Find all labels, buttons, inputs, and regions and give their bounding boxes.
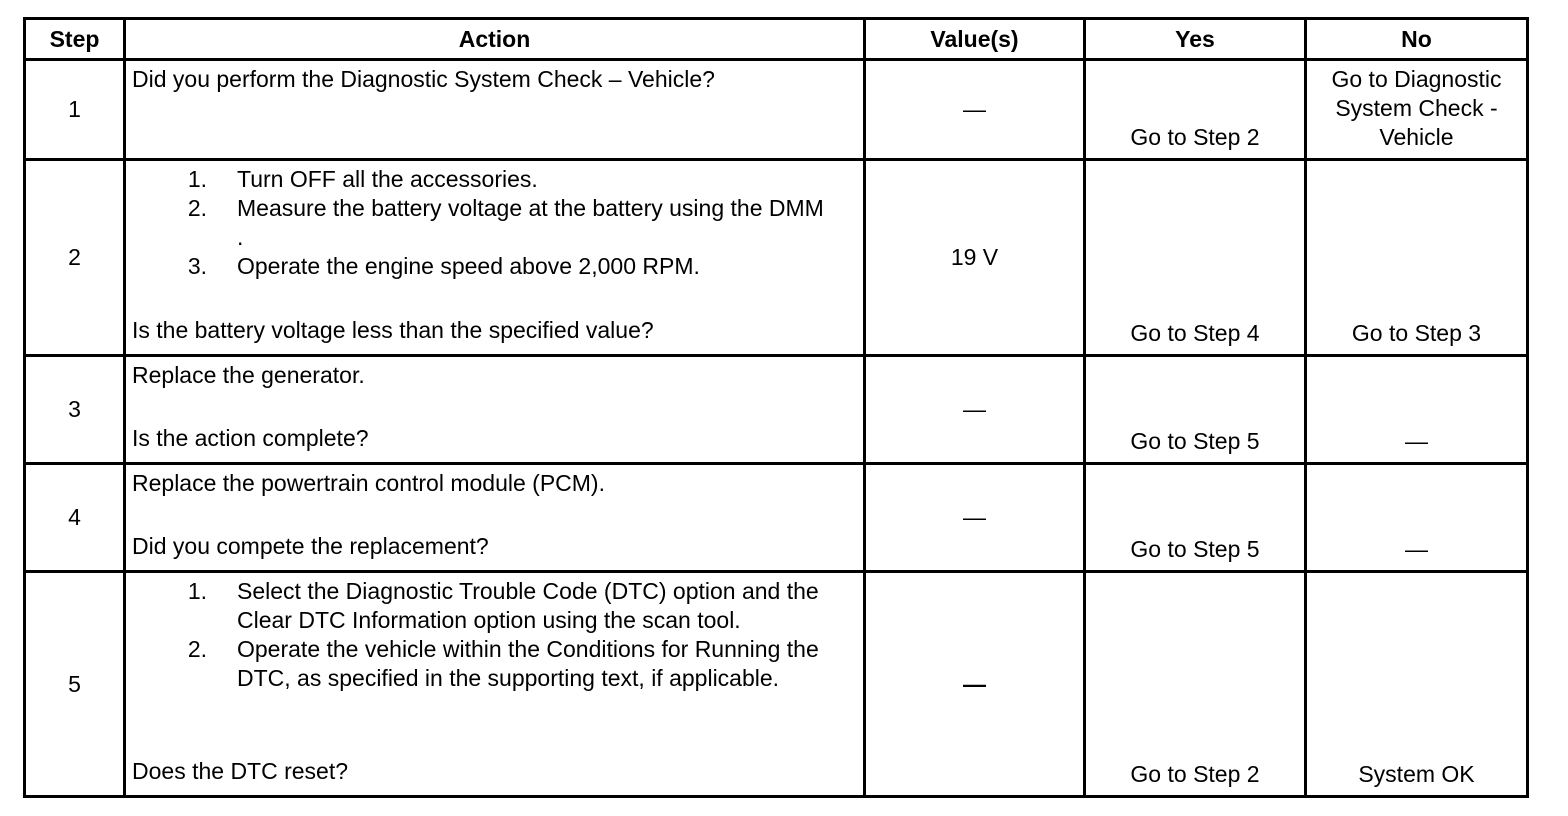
yes-cell [1085, 60, 1306, 160]
header-no: No [1306, 19, 1528, 60]
no-text: System OK [1358, 761, 1475, 787]
no-cell [1306, 464, 1528, 572]
action-cell [125, 160, 865, 356]
table-row [25, 60, 1528, 160]
no-text: — [1405, 428, 1428, 454]
value-cell: 19 V [865, 160, 1085, 356]
step-number: 5 [25, 572, 125, 797]
step-number: 4 [25, 464, 125, 572]
yes-text: Go to Step 4 [1130, 320, 1260, 346]
action-step-list [132, 577, 857, 693]
yes-cell [1085, 464, 1306, 572]
no-cell [1306, 356, 1528, 464]
yes-text: Go to Step 5 [1130, 428, 1260, 454]
no-text: Go to Diagnostic System Check - Vehicle [1331, 66, 1502, 150]
action-cell [125, 572, 865, 797]
action-text: Replace the generator. [132, 362, 365, 388]
no-text: Go to Step 3 [1351, 320, 1482, 346]
table-row [25, 160, 1528, 356]
action-cell [125, 464, 865, 572]
no-cell [1306, 160, 1528, 356]
action-question: Did you compete the replacement? [132, 533, 489, 559]
step-number: 2 [25, 160, 125, 356]
header-row [25, 19, 1528, 60]
step-number: 3 [25, 356, 125, 464]
value-cell: — [865, 356, 1085, 464]
yes-cell [1085, 160, 1306, 356]
action-text: Did you perform the Diagnostic System Check – Vehicle? [132, 66, 715, 92]
table-row [25, 572, 1528, 797]
table-row [25, 356, 1528, 464]
list-item: 1. Select the Diagnostic Trouble Code (DTC) option and the Clear DTC Information option using the scan tool. [187, 578, 819, 633]
header-yes: Yes [1085, 19, 1306, 60]
action-text: Replace the powertrain control module (PCM). [132, 470, 605, 496]
value-cell: — [865, 464, 1085, 572]
header-values: Value(s) [865, 19, 1085, 60]
yes-text: Go to Step 2 [1130, 761, 1260, 787]
no-text: — [1405, 536, 1428, 562]
list-item: 2. Operate the vehicle within the Conditions for Running the DTC, as specified in the supporting text, if applicable. [187, 636, 819, 691]
list-item: 2. Measure the battery voltage at the battery using the DMM . [187, 195, 824, 250]
yes-cell [1085, 572, 1306, 797]
no-cell [1306, 572, 1528, 797]
yes-text: Go to Step 5 [1130, 536, 1260, 562]
diagnostic-table [23, 17, 1529, 798]
action-question: Is the action complete? [132, 425, 369, 451]
yes-text: Go to Step 2 [1130, 124, 1260, 150]
action-cell [125, 356, 865, 464]
action-step-list [132, 165, 857, 281]
action-question: Is the battery voltage less than the specified value? [132, 317, 654, 343]
list-item: 1. Turn OFF all the accessories. [187, 166, 538, 192]
action-cell [125, 60, 865, 160]
table-row [25, 464, 1528, 572]
no-cell [1306, 60, 1528, 160]
value-cell: — [865, 572, 1085, 797]
action-question: Does the DTC reset? [132, 758, 349, 784]
list-item: 3. Operate the engine speed above 2,000 RPM. [187, 253, 700, 279]
step-number: 1 [25, 60, 125, 160]
header-action: Action [125, 19, 865, 60]
value-cell: — [865, 60, 1085, 160]
header-step: Step [25, 19, 125, 60]
yes-cell [1085, 356, 1306, 464]
